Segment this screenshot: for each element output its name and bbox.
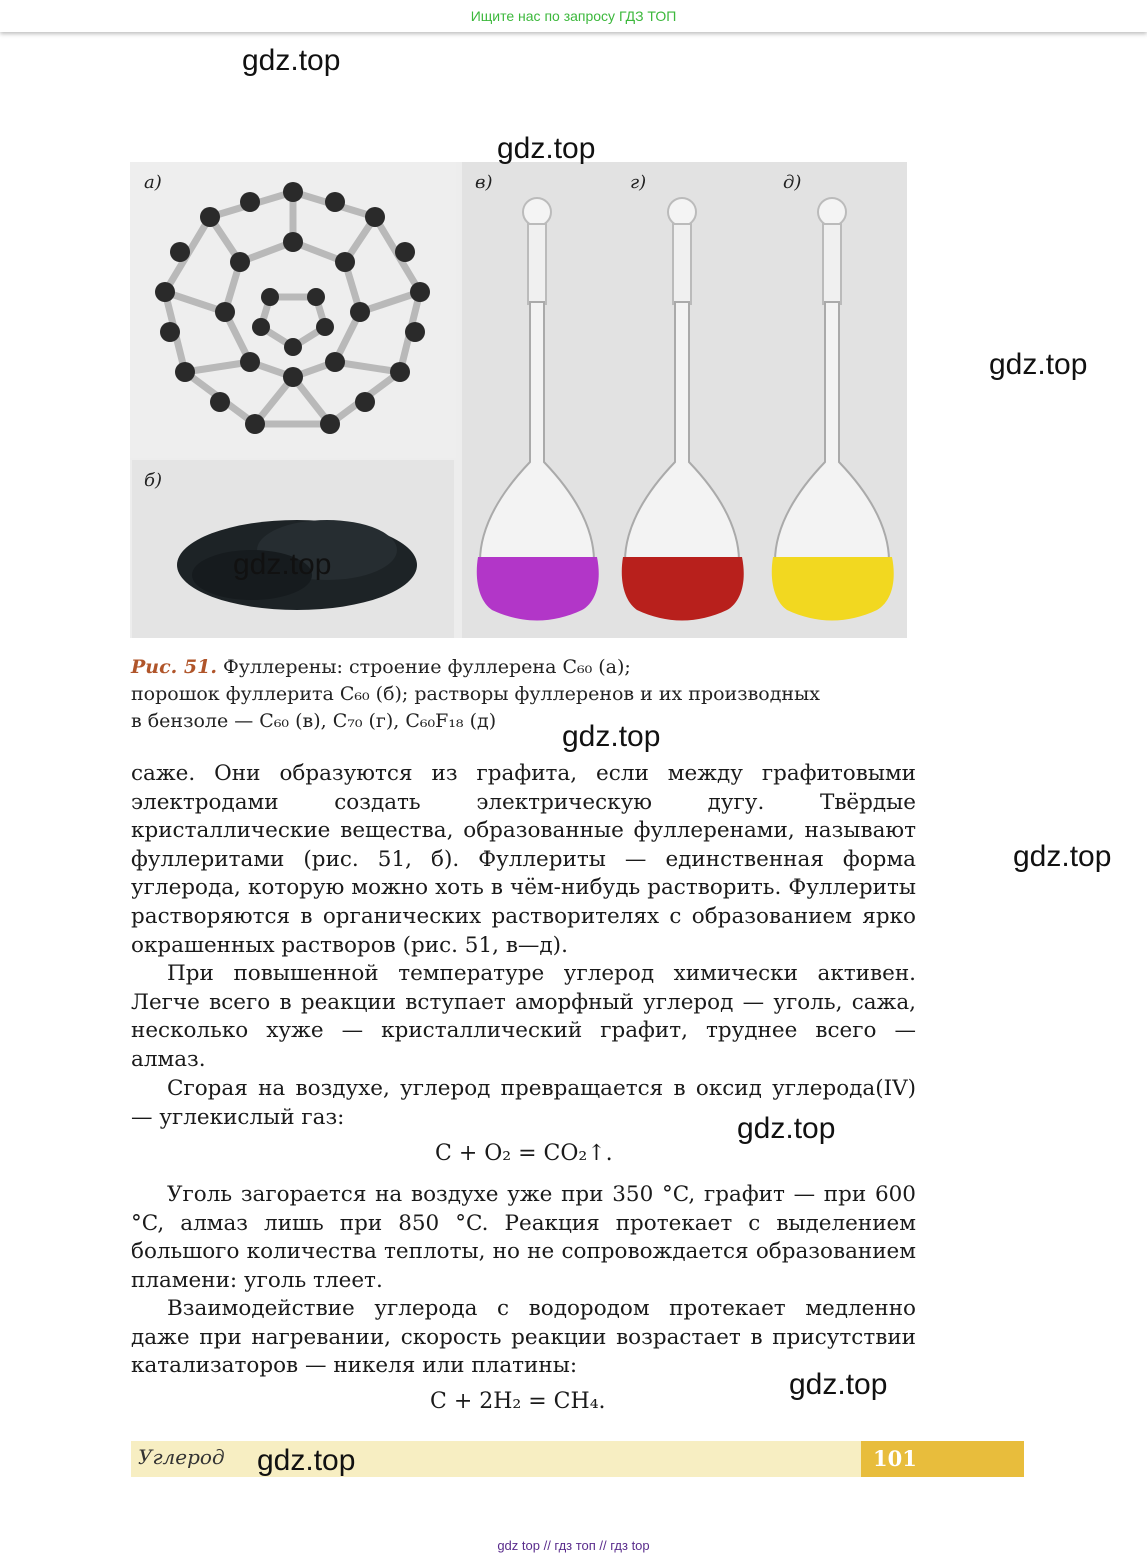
panel-label-v: в) bbox=[475, 172, 493, 193]
panel-flasks bbox=[462, 162, 907, 638]
top-banner-link[interactable]: Ищите нас по запросу ГДЗ ТОП bbox=[470, 8, 677, 24]
caption-line-3: в бензоле — C₆₀ (в), C₇₀ (г), C₆₀F₁₈ (д) bbox=[131, 710, 497, 732]
formula-methane: C + 2H₂ = CH₄. bbox=[430, 1389, 606, 1414]
panel-label-a: а) bbox=[144, 172, 162, 193]
flask-stopper-v bbox=[523, 198, 551, 226]
page-number: 101 bbox=[873, 1446, 917, 1471]
figure-number: Рис. 51. bbox=[131, 656, 217, 678]
caption-line-1: Фуллерены: строение фуллерена C₆₀ (а); bbox=[216, 656, 631, 678]
watermark: gdz.top bbox=[989, 348, 1088, 381]
watermark: gdz.top bbox=[242, 44, 341, 77]
paragraph-1: саже. Они образуются из графита, если между графитовыми электродами создать электрическую дугу. Твёрдые кристаллические вещества, образованные фуллеренами, называют фуллеритами (рис. 51, б). Фуллериты — единственная форма углерода, которую можно хоть в чём-нибудь растворить. Фуллериты растворяются в органических растворителях с образованием ярко окрашенных растворов (рис. 51, в—д). bbox=[131, 761, 916, 958]
watermark: gdz.top bbox=[562, 720, 661, 753]
watermark: gdz.top bbox=[257, 1444, 356, 1477]
paragraph-4: Уголь загорается на воздухе уже при 350 °C, графит — при 600 °C, алмаз лишь при 850 °C. Реакция протекает с выделением большого количества теплоты, но не сопровождается образованием пламени: уголь тлеет. bbox=[131, 1182, 916, 1293]
paragraph-3: Сгорая на воздухе, углерод превращается в оксид углерода(IV) — углекислый газ: bbox=[131, 1076, 916, 1130]
formula-combustion: C + O₂ = CO₂↑. bbox=[435, 1141, 613, 1166]
figure-caption bbox=[131, 654, 921, 735]
solution-c70-red bbox=[622, 557, 744, 621]
watermark: gdz.top bbox=[789, 1368, 888, 1401]
paragraph-5: Взаимодействие углерода с водородом протекает медленно даже при нагревании, скорость реакции возрастает в присутствии катализаторов — никеля или платины: bbox=[131, 1296, 916, 1379]
bottom-links[interactable]: gdz top // гдз топ // гдз top bbox=[497, 1538, 650, 1553]
caption-line-2: порошок фуллерита C₆₀ (б); растворы фуллеренов и их производных bbox=[131, 683, 820, 705]
solution-c60-violet bbox=[477, 557, 599, 621]
panel-fullerene bbox=[130, 162, 456, 458]
flask-stopper-d bbox=[818, 198, 846, 226]
watermark: gdz.top bbox=[497, 132, 596, 165]
flasks-image bbox=[462, 162, 907, 638]
watermark: gdz.top bbox=[233, 548, 332, 581]
watermark: gdz.top bbox=[1013, 840, 1112, 873]
footer-page-box bbox=[861, 1441, 1024, 1477]
fullerene-molecule-image bbox=[130, 162, 456, 458]
flask-stopper-g bbox=[668, 198, 696, 226]
solution-c60f18-yellow bbox=[772, 557, 894, 621]
paragraph-2: При повышенной температуре углерод химически активен. Легче всего в реакции вступает аморфный углерод — уголь, сажа, несколько хуже — кристаллический графит, труднее всего — алмаз. bbox=[131, 961, 916, 1072]
panel-label-g: г) bbox=[630, 172, 647, 193]
panel-label-b: б) bbox=[144, 470, 163, 491]
footer-section-title: Углерод bbox=[138, 1445, 225, 1469]
top-banner bbox=[0, 0, 1147, 32]
panel-label-d: д) bbox=[783, 172, 802, 193]
watermark: gdz.top bbox=[737, 1112, 836, 1145]
